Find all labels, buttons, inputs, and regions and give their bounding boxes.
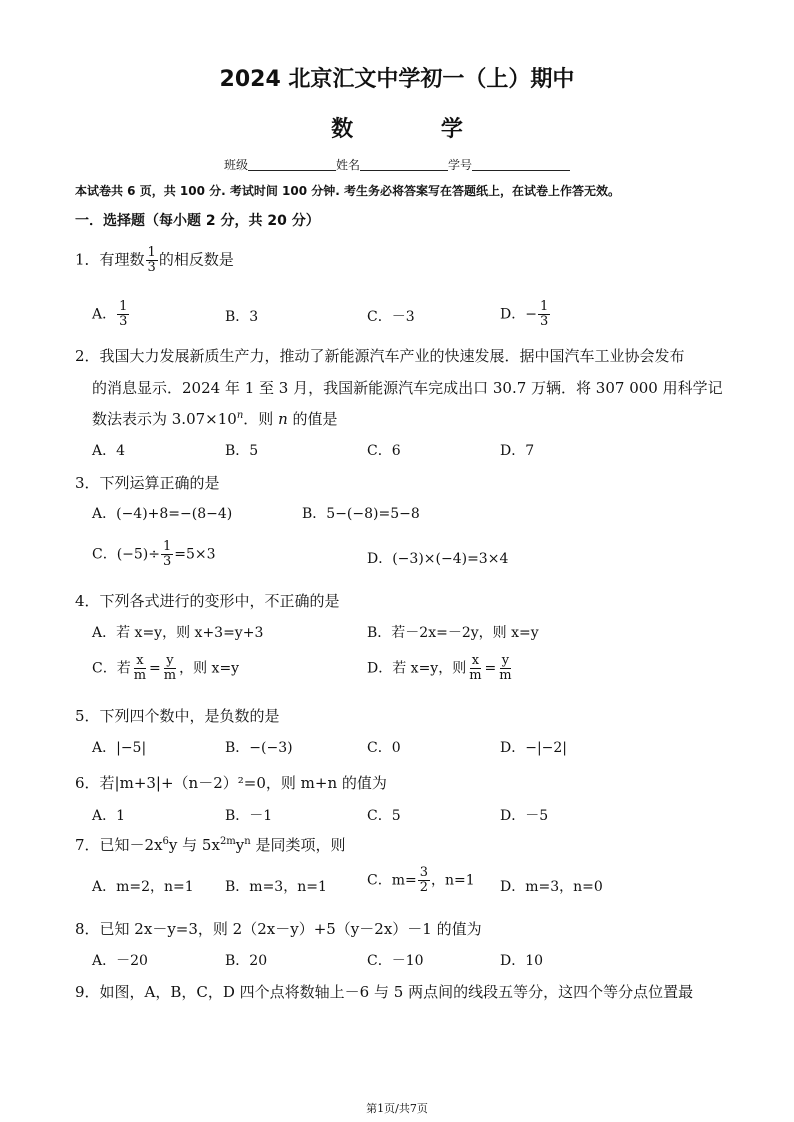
q1-option-b: B．3 <box>225 309 259 325</box>
q6-option-c: C．5 <box>367 808 401 824</box>
question-5-stem: 5．下列四个数中，是负数的是 <box>75 707 280 725</box>
q4-option-b: B．若－2x=－2y，则 x=y <box>367 625 539 641</box>
question-6-stem: 6．若|m+3|+（n－2）²=0，则 m+n 的值为 <box>75 774 387 792</box>
id-blank <box>472 158 570 171</box>
q1-option-d: D．− $\frac{1}{3}$ <box>500 299 549 329</box>
class-label: 班级 <box>223 158 248 172</box>
q2-option-c: C．6 <box>367 443 401 459</box>
q3-option-a: A．(−4)+8=−(8−4) <box>92 506 233 522</box>
class-blank <box>248 158 336 171</box>
q5-option-a: A．|−5| <box>92 740 147 756</box>
question-8-stem: 8．已知 2x－y=3，则 2（2x－y）+5（y－2x）－1 的值为 <box>75 920 482 938</box>
exam-notice: 本试卷共 6 页，共 100 分. 考试时间 100 分钟. 考生务必将答案写在答题纸上，在试卷上作答无效。 <box>75 184 620 198</box>
q3-option-d: D．(−3)×(−4)=3×4 <box>367 551 509 567</box>
name-blank <box>360 158 448 171</box>
q7-option-a: A．m=2，n=1 <box>92 879 194 895</box>
q5-option-c: C．0 <box>367 740 401 756</box>
q1-option-a: A． $\frac{1}{3}$ <box>92 299 128 329</box>
question-7-stem: 7．已知$-2x^6y$ 与 $5x^{2m}y^n$ 是同类项，则 <box>75 836 346 854</box>
q8-option-c: C．－10 <box>367 953 424 969</box>
question-9-line-1: 9．如图，A，B，C，D 四个点将数轴上－6 与 5 两点间的线段五等分，这四个等分点位置最 <box>75 983 694 1001</box>
subject-title: 数 学 <box>331 117 503 142</box>
q1-option-c: C．－3 <box>367 309 415 325</box>
question-2-line-1: 2．我国大力发展新质生产力，推动了新能源汽车产业的快速发展．据中国汽车工业协会发布 <box>75 347 685 365</box>
q8-option-a: A．－20 <box>92 953 148 969</box>
q1-text-post: 的相反数是 <box>158 250 234 269</box>
q3-option-b: B．5−(−8)=5−8 <box>302 506 420 522</box>
q1-fraction: $\frac{1}{3}$ <box>147 245 156 275</box>
q2-option-a: A．4 <box>92 443 126 459</box>
q1-text: 1．有理数 <box>75 250 145 269</box>
q2-option-b: B．5 <box>225 443 259 459</box>
question-2-line-3: 数法表示为 $3.07\times 10^n$．则 n 的值是 <box>92 410 338 428</box>
q3-option-c: C．(−5)÷ $\frac{1}{3}$ =5×3 <box>92 539 216 569</box>
exam-title: 2024 北京汇文中学初一（上）期中 <box>219 67 575 92</box>
q6-option-d: D．－5 <box>500 808 549 824</box>
question-1-stem <box>75 246 234 275</box>
q5-option-d: D．−|−2| <box>500 740 568 756</box>
q2-option-d: D．7 <box>500 443 535 459</box>
id-label: 学号 <box>448 158 473 172</box>
question-2-line-2: 的消息显示．2024 年 1 至 3 月，我国新能源汽车完成出口 30.7 万辆．将 307 000 用科学记 <box>92 379 723 397</box>
q6-option-a: A．1 <box>92 808 126 824</box>
name-label: 姓名 <box>335 158 360 172</box>
q4-option-c: C．若 $\frac{x}{m}$ = $\frac{y}{m}$ ，则 x=y <box>92 653 240 683</box>
q7-option-c: C．m= $\frac{3}{2}$ ，n=1 <box>367 865 475 895</box>
q7-option-d: D．m=3，n=0 <box>500 879 603 895</box>
q6-option-b: B．－1 <box>225 808 273 824</box>
q4-option-a: A．若 x=y，则 x+3=y+3 <box>92 625 264 641</box>
q8-option-d: D．10 <box>500 953 544 969</box>
page-footer: 第1页/共7页 <box>366 1102 428 1115</box>
student-info-line <box>0 156 794 173</box>
section-heading-choice: 一．选择题（每小题 2 分，共 20 分） <box>75 213 320 229</box>
q8-option-b: B．20 <box>225 953 268 969</box>
q4-option-d: D．若 x=y，则 $\frac{x}{m}$ = $\frac{y}{m}$ <box>367 653 512 683</box>
question-3-stem: 3．下列运算正确的是 <box>75 474 220 492</box>
question-4-stem: 4．下列各式进行的变形中，不正确的是 <box>75 592 340 610</box>
q7-option-b: B．m=3，n=1 <box>225 879 327 895</box>
q5-option-b: B．−(−3) <box>225 740 293 756</box>
